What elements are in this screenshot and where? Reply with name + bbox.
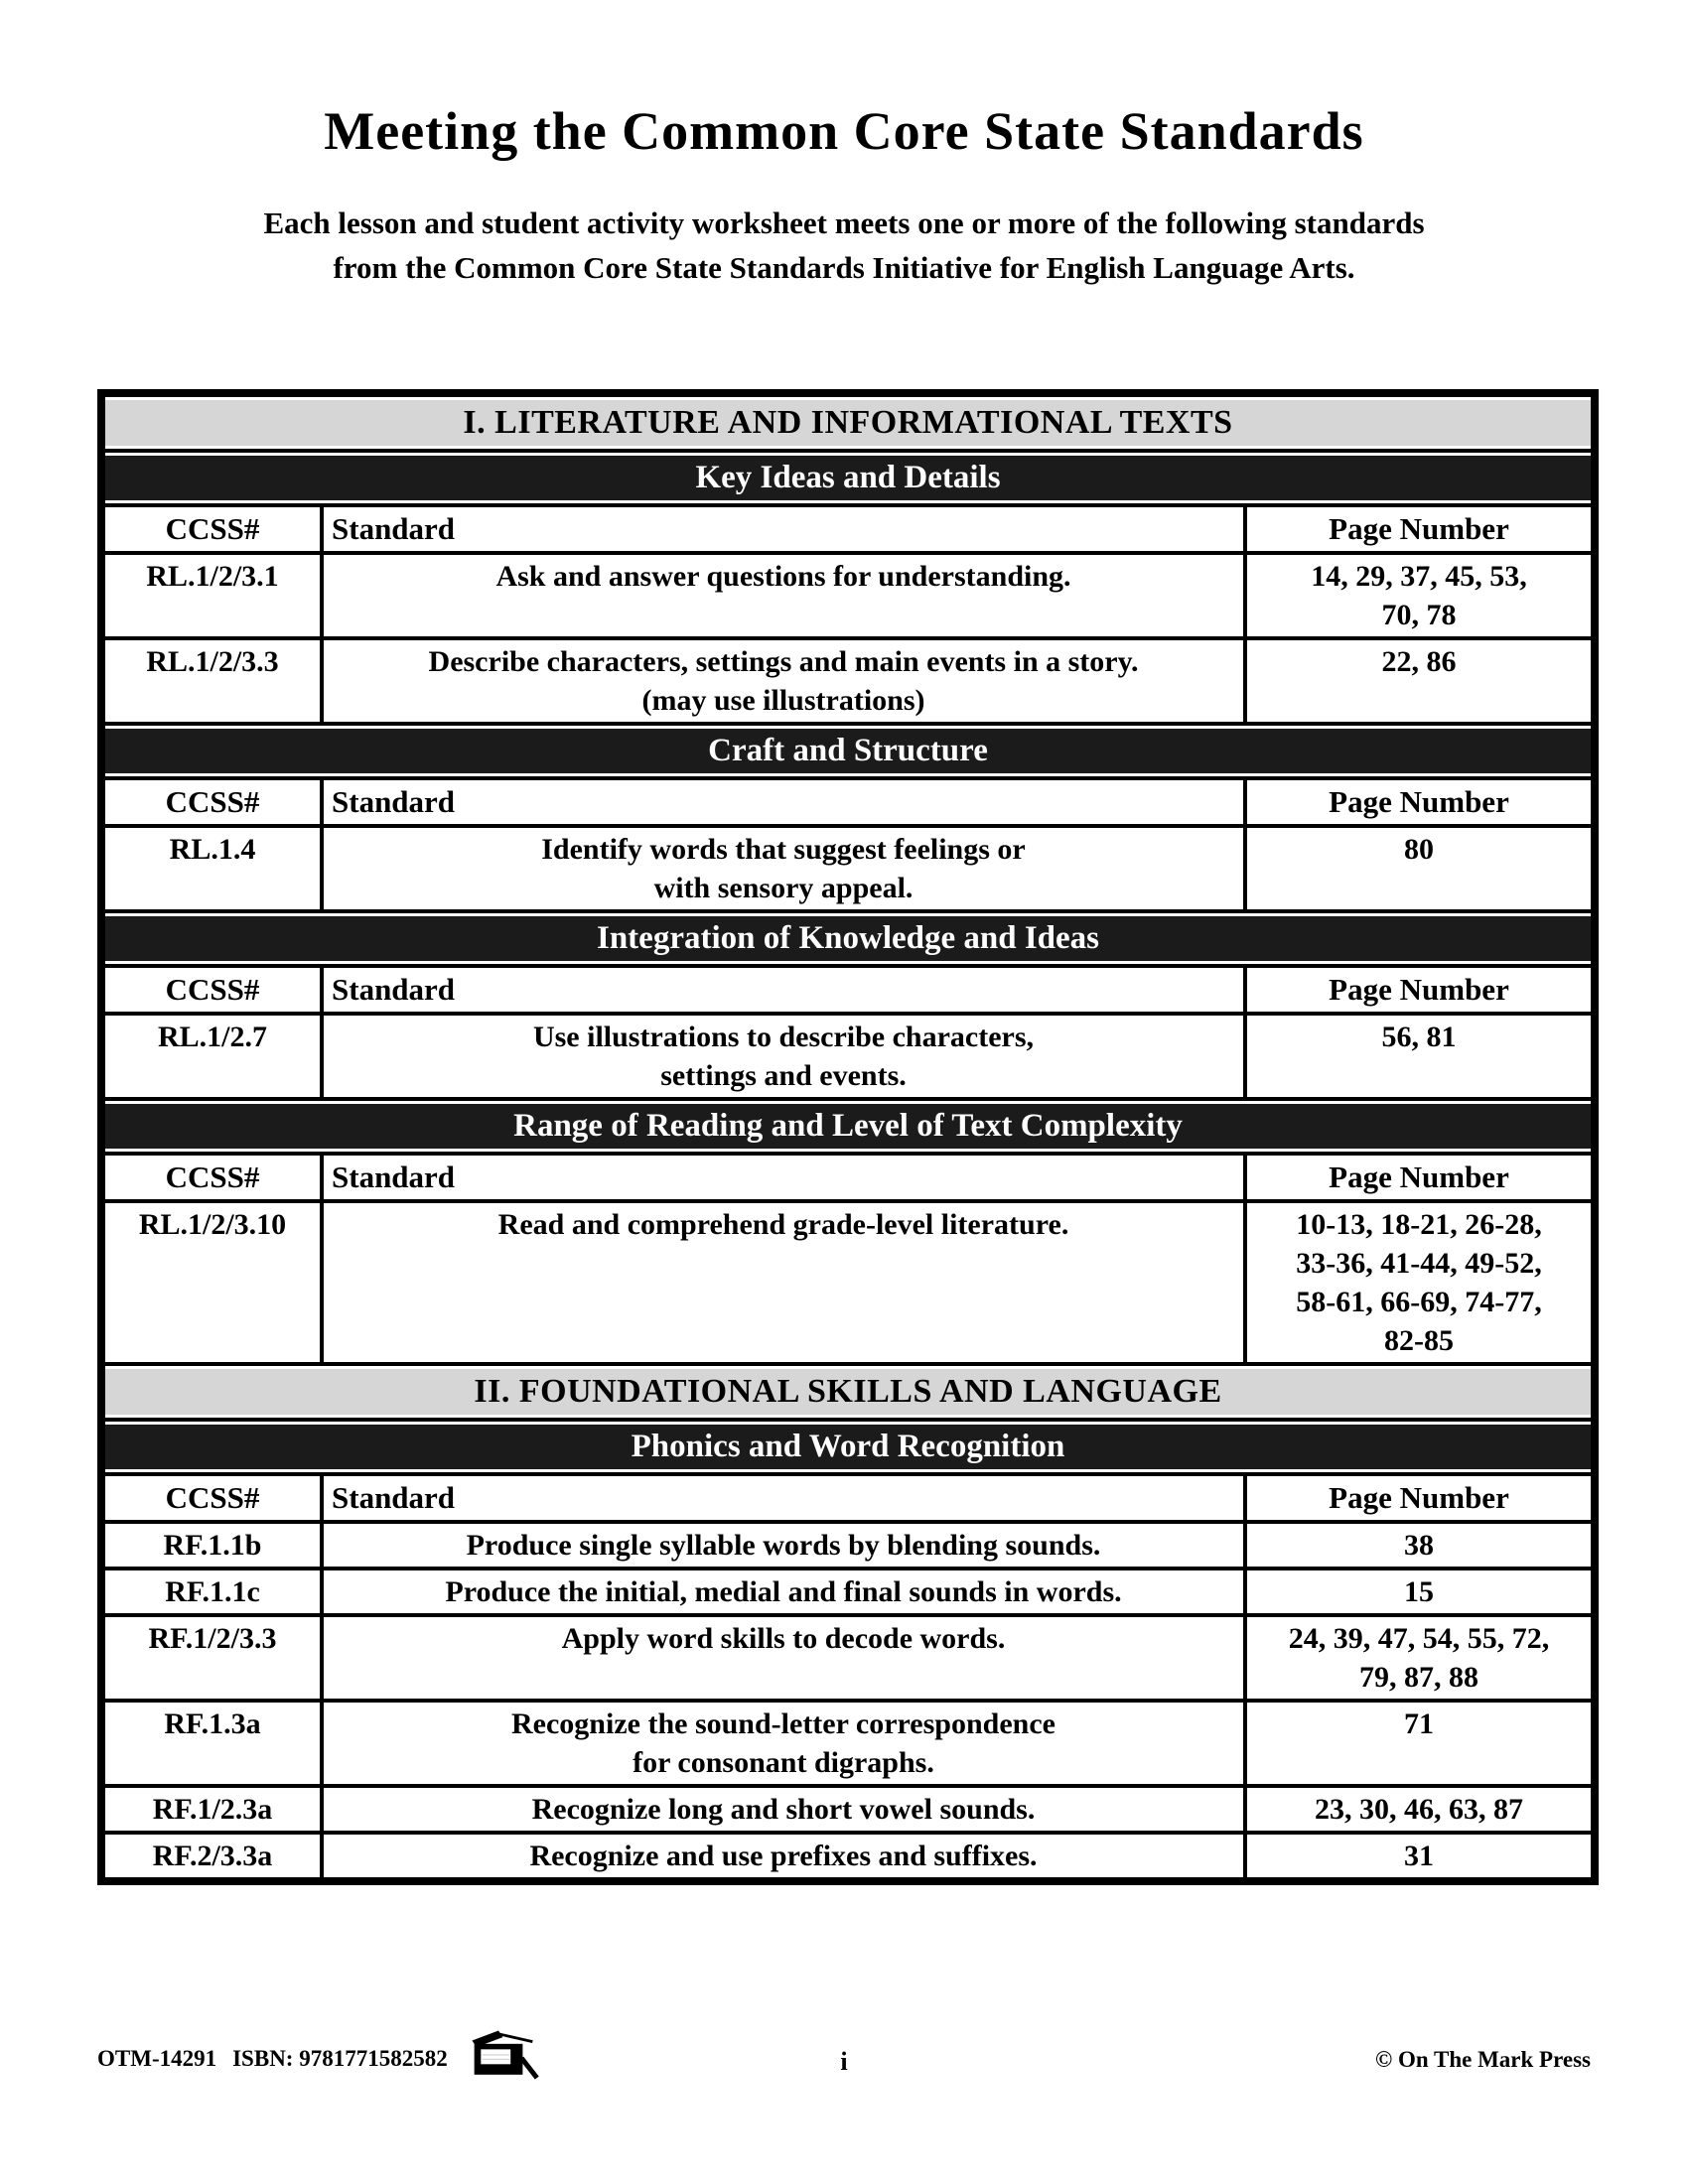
ccss-number-cell: RL.1/2.7 xyxy=(101,1014,322,1099)
column-header-page: Page Number xyxy=(1245,1474,1595,1522)
page-numbers-line: 33-36, 41-44, 49-52, xyxy=(1296,1247,1542,1280)
page-numbers-line: 23, 30, 46, 63, 87 xyxy=(1315,1793,1523,1826)
table-row xyxy=(101,724,1595,778)
ccss-number-cell: RL.1.4 xyxy=(101,826,322,911)
page-numbers-cell xyxy=(1245,826,1595,911)
standard-text-line: settings and events. xyxy=(660,1059,907,1092)
column-header-ccss: CCSS# xyxy=(101,966,322,1014)
table-row xyxy=(101,638,1595,724)
subsection-header-cell xyxy=(101,1099,1595,1154)
table-row xyxy=(101,1099,1595,1154)
standard-cell xyxy=(322,1201,1245,1364)
page-numbers-cell xyxy=(1245,1786,1595,1833)
table-row xyxy=(101,1474,1595,1522)
standard-text-line: Ask and answer questions for understanding. xyxy=(495,560,1071,593)
page-numbers-cell xyxy=(1245,1569,1595,1615)
table-row xyxy=(101,451,1595,505)
table-row xyxy=(101,826,1595,911)
standard-text-line: Recognize long and short vowel sounds. xyxy=(531,1793,1036,1826)
column-header-page: Page Number xyxy=(1245,966,1595,1014)
ccss-number-cell: RF.2/3.3a xyxy=(101,1833,322,1881)
table-row xyxy=(101,911,1595,966)
table-row xyxy=(101,1833,1595,1881)
page-numbers-line: 38 xyxy=(1404,1529,1434,1562)
standard-text-line: with sensory appeal. xyxy=(653,872,914,904)
standard-text-line: (may use illustrations) xyxy=(641,684,925,717)
page-numbers-line: 80 xyxy=(1404,833,1434,866)
standard-text-line: Produce single syllable words by blending sounds. xyxy=(466,1529,1101,1562)
section-header-cell xyxy=(101,393,1595,451)
table-row xyxy=(101,1522,1595,1569)
footer-copyright: © On The Mark Press xyxy=(1375,2047,1591,2072)
page-numbers-line: 79, 87, 88 xyxy=(1359,1661,1478,1694)
subsection-header-label: Key Ideas and Details xyxy=(105,456,1591,500)
page-numbers-line: 31 xyxy=(1404,1840,1434,1872)
standard-cell xyxy=(322,1014,1245,1099)
subtitle-line-1: Each lesson and student activity worksheet meets one or more of the following standards xyxy=(263,205,1425,240)
publisher-book-logo-icon xyxy=(468,2026,539,2092)
subsection-header-label: Phonics and Word Recognition xyxy=(105,1425,1591,1469)
table-row xyxy=(101,1201,1595,1364)
standard-text-line: Use illustrations to describe characters, xyxy=(532,1021,1035,1053)
footer-isbn: ISBN: 9781771582582 xyxy=(232,2046,448,2071)
section-header-label: I. LITERATURE AND INFORMATIONAL TEXTS xyxy=(105,400,1591,446)
page-numbers-cell xyxy=(1245,1615,1595,1701)
section-header-cell xyxy=(101,1364,1595,1420)
standard-cell xyxy=(322,1569,1245,1615)
page-numbers-line: 58-61, 66-69, 74-77, xyxy=(1296,1286,1542,1318)
standard-cell xyxy=(322,1522,1245,1569)
table-row xyxy=(101,1014,1595,1099)
subsection-header-label: Craft and Structure xyxy=(105,729,1591,773)
page-numbers-line: 71 xyxy=(1404,1707,1434,1740)
page-numbers-cell xyxy=(1245,1701,1595,1786)
standard-text-line: Identify words that suggest feelings or xyxy=(541,833,1026,866)
standard-text-line: Read and comprehend grade-level literature. xyxy=(497,1208,1069,1241)
standard-cell xyxy=(322,1615,1245,1701)
column-header-ccss: CCSS# xyxy=(101,505,322,553)
subsection-header-cell xyxy=(101,911,1595,966)
page-numbers-line: 56, 81 xyxy=(1381,1021,1457,1053)
standard-text-line: Recognize the sound-letter correspondence xyxy=(511,1707,1055,1740)
column-header-ccss: CCSS# xyxy=(101,1154,322,1201)
table-row xyxy=(101,505,1595,553)
page-numbers-line: 15 xyxy=(1404,1575,1434,1608)
standard-text-line: Apply word skills to decode words. xyxy=(561,1622,1006,1655)
subsection-header-cell xyxy=(101,1420,1595,1474)
footer-left xyxy=(97,2019,539,2099)
table-row xyxy=(101,1786,1595,1833)
footer-product-code: OTM-14291 xyxy=(97,2046,217,2071)
page-numbers-line: 10-13, 18-21, 26-28, xyxy=(1296,1208,1542,1241)
column-header-standard: Standard xyxy=(322,1474,1245,1522)
page-title: Meeting the Common Core State Standards xyxy=(324,101,1364,161)
page-numbers-cell xyxy=(1245,1201,1595,1364)
table-row xyxy=(101,393,1595,451)
column-header-ccss: CCSS# xyxy=(101,778,322,826)
subsection-header-label: Range of Reading and Level of Text Complexity xyxy=(105,1104,1591,1149)
table-row xyxy=(101,1701,1595,1786)
standards-table xyxy=(97,389,1599,1885)
table-row xyxy=(101,1154,1595,1201)
table-row xyxy=(101,1569,1595,1615)
standard-cell xyxy=(322,553,1245,638)
table-row xyxy=(101,553,1595,638)
standard-text-line: for consonant digraphs. xyxy=(633,1746,934,1779)
column-header-standard: Standard xyxy=(322,778,1245,826)
subsection-header-label: Integration of Knowledge and Ideas xyxy=(105,916,1591,961)
column-header-page: Page Number xyxy=(1245,1154,1595,1201)
table-row xyxy=(101,778,1595,826)
column-header-page: Page Number xyxy=(1245,505,1595,553)
ccss-number-cell: RF.1.1b xyxy=(101,1522,322,1569)
page-numbers-line: 14, 29, 37, 45, 53, xyxy=(1311,560,1527,593)
ccss-number-cell: RL.1/2/3.10 xyxy=(101,1201,322,1364)
ccss-number-cell: RL.1/2/3.3 xyxy=(101,638,322,724)
column-header-standard: Standard xyxy=(322,966,1245,1014)
standard-cell xyxy=(322,1786,1245,1833)
page-numbers-cell xyxy=(1245,1014,1595,1099)
footer-page-number: i xyxy=(840,2047,848,2076)
column-header-standard: Standard xyxy=(322,1154,1245,1201)
column-header-standard: Standard xyxy=(322,505,1245,553)
ccss-number-cell: RL.1/2/3.1 xyxy=(101,553,322,638)
page-numbers-cell xyxy=(1245,1833,1595,1881)
subsection-header-cell xyxy=(101,451,1595,505)
page-numbers-cell xyxy=(1245,553,1595,638)
table-row xyxy=(101,1420,1595,1474)
ccss-number-cell: RF.1/2.3a xyxy=(101,1786,322,1833)
standard-text-line: Recognize and use prefixes and suffixes. xyxy=(529,1840,1038,1872)
section-header-label: II. FOUNDATIONAL SKILLS AND LANGUAGE xyxy=(105,1369,1591,1415)
page-numbers-line: 22, 86 xyxy=(1381,645,1457,678)
standard-text-line: Produce the initial, medial and final sounds in words. xyxy=(445,1575,1122,1608)
standard-cell xyxy=(322,1833,1245,1881)
ccss-number-cell: RF.1.1c xyxy=(101,1569,322,1615)
page-subtitle xyxy=(0,201,1688,290)
page-footer xyxy=(97,2019,1591,2099)
standard-cell xyxy=(322,826,1245,911)
table-row xyxy=(101,1615,1595,1701)
page-numbers-line: 24, 39, 47, 54, 55, 72, xyxy=(1288,1622,1550,1655)
page-numbers-line: 70, 78 xyxy=(1381,599,1457,631)
standard-cell xyxy=(322,1701,1245,1786)
standards-table-body xyxy=(101,393,1595,1881)
column-header-page: Page Number xyxy=(1245,778,1595,826)
page-numbers-cell xyxy=(1245,1522,1595,1569)
table-row xyxy=(101,966,1595,1014)
column-header-ccss: CCSS# xyxy=(101,1474,322,1522)
ccss-number-cell: RF.1.3a xyxy=(101,1701,322,1786)
subtitle-line-2: from the Common Core State Standards Initiative for English Language Arts. xyxy=(333,250,1355,285)
page-numbers-line: 82-85 xyxy=(1384,1324,1454,1357)
page-numbers-cell xyxy=(1245,638,1595,724)
ccss-number-cell: RF.1/2/3.3 xyxy=(101,1615,322,1701)
standard-cell xyxy=(322,638,1245,724)
table-row xyxy=(101,1364,1595,1420)
subsection-header-cell xyxy=(101,724,1595,778)
standard-text-line: Describe characters, settings and main events in a story. xyxy=(428,645,1139,678)
